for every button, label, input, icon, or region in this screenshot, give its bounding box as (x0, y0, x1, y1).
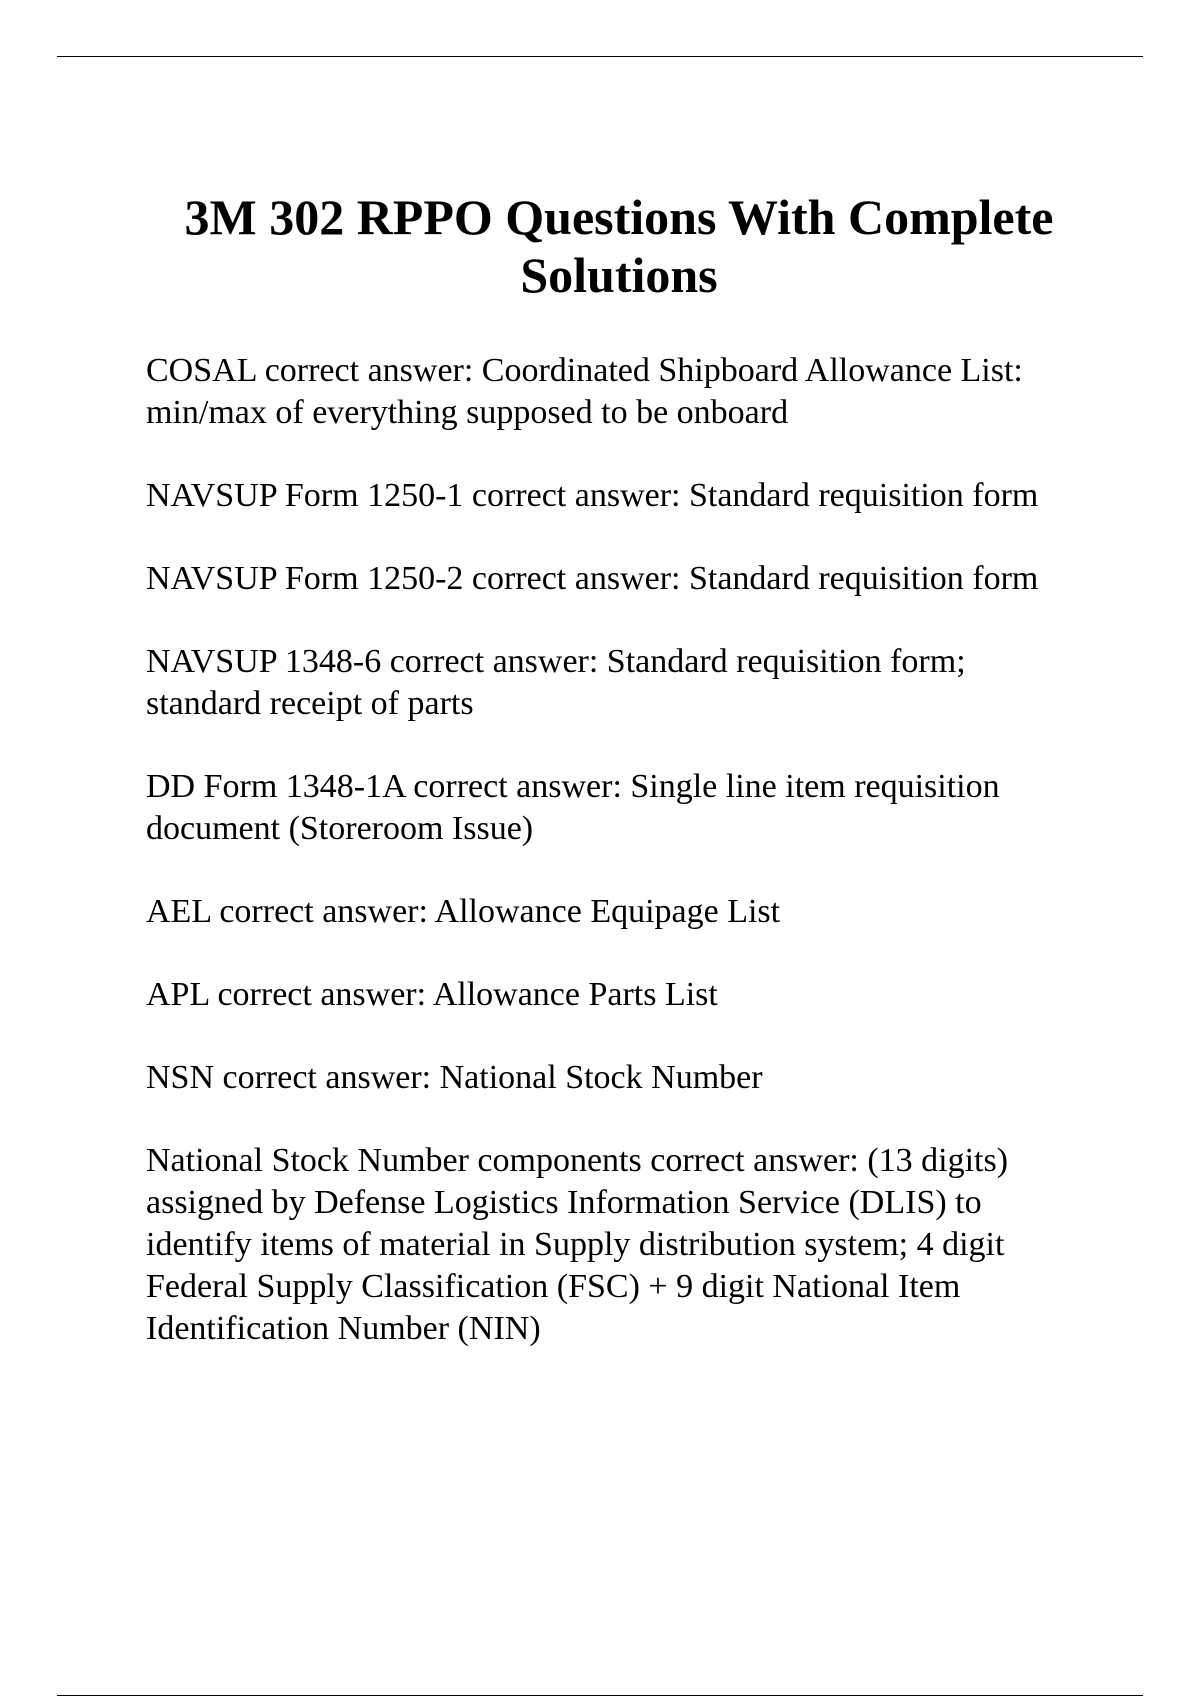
qa-item: AEL correct answer: Allowance Equipage List (146, 893, 781, 930)
qa-item: NAVSUP Form 1250-2 correct answer: Standard requisition form (146, 560, 1039, 597)
qa-list (146, 350, 1086, 1391)
document-title: 3M 302 RPPO Questions With Complete Solutions (184, 189, 1054, 303)
qa-item: DD Form 1348-1A correct answer: Single line item requisition document (Storeroom Issue) (146, 768, 1000, 847)
qa-item: NAVSUP 1348-6 correct answer: Standard requisition form; standard receipt of parts (146, 643, 966, 722)
footer-rule (57, 1695, 1143, 1696)
qa-item: National Stock Number components correct answer: (13 digits) assigned by Defense Logistics Information Service (DLIS) to identify items of material in Supply distribution system; 4 digit Federal Supply Classification (FSC) + 9 digit National Item Identification Number (NIN) (146, 1142, 1009, 1347)
qa-item: COSAL correct answer: Coordinated Shipboard Allowance List: min/max of everything supposed to be onboard (146, 352, 1023, 431)
qa-item: NAVSUP Form 1250-1 correct answer: Standard requisition form (146, 477, 1039, 514)
header-rule (57, 56, 1143, 57)
qa-item: NSN correct answer: National Stock Number (146, 1059, 763, 1096)
qa-item: APL correct answer: Allowance Parts List (146, 976, 718, 1013)
